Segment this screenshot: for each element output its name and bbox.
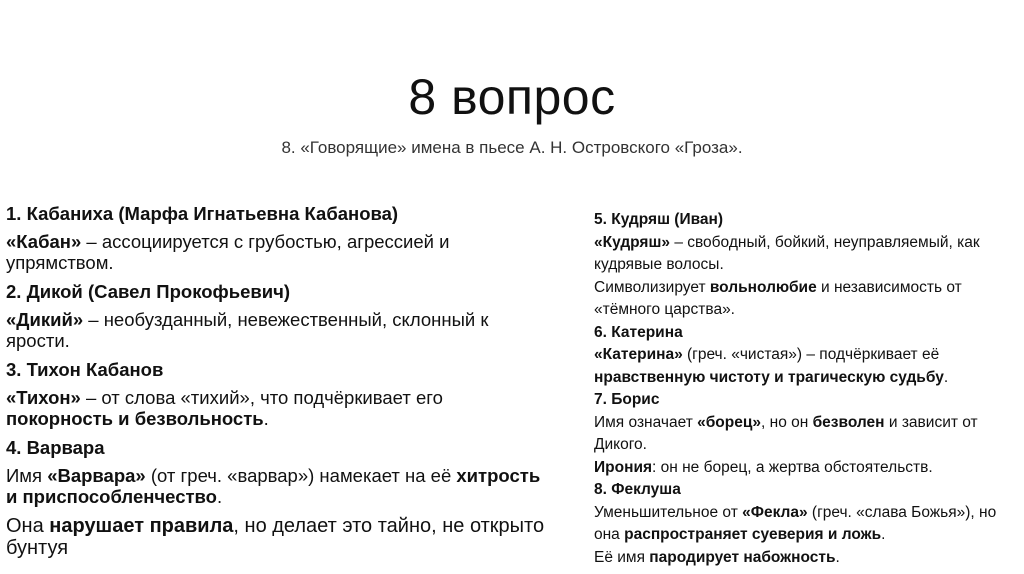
section-2-desc: – необузданный, невежественный, склонный к ярости. — [6, 309, 489, 351]
section-2-name: «Дикий» — [6, 309, 84, 330]
section-8-heading: 8. Феклуша — [594, 481, 681, 498]
section-8-extra-emphasis: пародирует набожность — [649, 548, 836, 566]
section-6-desc: (греч. «чистая») – подчёркивает её — [682, 346, 940, 363]
section-8-name: «Фекла» — [742, 503, 808, 521]
section-6-emphasis: нравственную чистоту и трагическую судьбу — [594, 368, 944, 386]
section-7-irony: Ирония — [594, 458, 653, 476]
section-4-start: Имя — [6, 465, 48, 486]
slide-subtitle: 8. «Говорящие» имена в пьесе А. Н. Островского «Гроза». — [281, 138, 743, 157]
section-4-extra-end: , но делает это тайно, не открыто бунтуя — [6, 515, 545, 559]
right-column — [594, 209, 1019, 569]
section-3-desc: – от слова «тихий», что подчёркивает его — [80, 387, 443, 408]
section-1-heading: 1. Кабаниха (Марфа Игнатьевна Кабанова) — [6, 203, 399, 224]
section-4-desc: (от греч. «варвар») намекает на её — [145, 465, 457, 486]
section-8-emphasis: распространяет суеверия и ложь — [624, 526, 882, 543]
section-7-mid: , но он — [761, 413, 813, 431]
section-7-extra — [594, 457, 1019, 480]
section-7-extra-end: : он не борец, а жертва обстоятельств. — [652, 458, 933, 476]
section-5-extra-start: Символизирует — [594, 278, 710, 296]
section-4-heading: 4. Варвара — [6, 437, 105, 458]
left-column — [6, 203, 546, 567]
section-3-end: . — [263, 408, 269, 429]
section-8-start: Уменьшительное от — [594, 503, 743, 521]
section-1-desc: – ассоциируется с грубостью, агрессией и упрямством. — [6, 231, 450, 273]
section-7-name: «борец» — [697, 413, 762, 431]
section-5-extra-end: и независимость от «тёмного царства». — [594, 278, 962, 318]
section-4-emphasis: хитрость и приспособленчество — [6, 465, 541, 507]
section-8-extra-start: Её имя — [594, 548, 650, 566]
section-7-text — [594, 412, 1019, 457]
section-8-extra-end: . — [835, 548, 840, 566]
section-4-name: «Варвара» — [47, 465, 146, 486]
section-7-end: и зависит от Дикого. — [594, 413, 978, 453]
section-5-extra — [594, 277, 1019, 322]
section-8-text — [594, 502, 1019, 547]
section-4-extra — [6, 515, 546, 559]
slide-title: 8 вопрос — [408, 69, 616, 125]
section-4-extra-emphasis: нарушает правила — [49, 515, 234, 537]
section-2-text — [6, 309, 546, 351]
section-4-end: . — [216, 486, 223, 507]
section-1-text — [6, 231, 546, 273]
section-5-text — [594, 232, 1019, 277]
section-6-heading: 6. Катерина — [594, 323, 683, 341]
section-4-text — [6, 465, 546, 507]
section-6-end: . — [943, 368, 949, 386]
section-5-desc: – свободный, бойкий, неуправляемый, как кудрявые волосы. — [594, 233, 980, 273]
section-3-emphasis: покорность и безвольность — [6, 408, 264, 429]
section-4-extra-start: Она — [6, 515, 50, 537]
section-8-mid: (греч. «слава Божья»), но она — [594, 503, 997, 543]
section-7-heading: 7. Борис — [594, 391, 660, 408]
section-7-emphasis: безволен — [812, 413, 885, 431]
section-1-name: «Кабан» — [6, 231, 82, 252]
section-3-text — [6, 387, 546, 429]
section-8-end: . — [881, 526, 886, 543]
section-6-name: «Катерина» — [594, 346, 683, 363]
section-3-name: «Тихон» — [6, 387, 81, 408]
section-2-heading: 2. Дикой (Савел Прокофьевич) — [6, 281, 291, 302]
section-3-heading: 3. Тихон Кабанов — [6, 359, 164, 380]
section-6-text — [594, 344, 1019, 389]
section-5-heading: 5. Кудряш (Иван) — [594, 211, 724, 228]
section-5-name: «Кудряш» — [594, 233, 671, 251]
section-8-extra — [594, 547, 1019, 570]
section-5-extra-emphasis: вольнолюбие — [709, 278, 817, 296]
section-7-start: Имя означает — [594, 413, 698, 431]
